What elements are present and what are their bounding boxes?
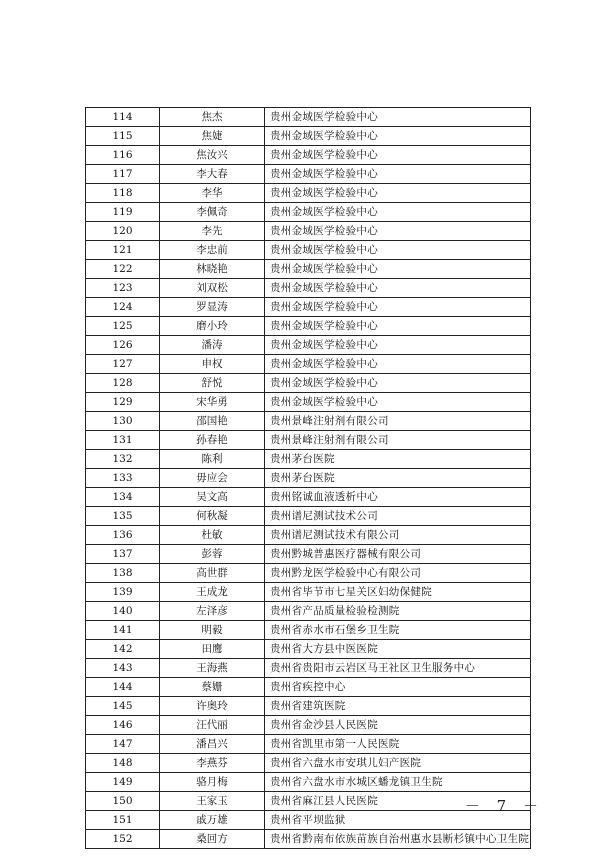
person-name-cell: 李先 — [160, 222, 265, 241]
table-row — [86, 488, 531, 507]
table-row — [86, 830, 531, 849]
person-name-cell: 戚万雄 — [160, 811, 265, 830]
person-name-cell: 林晓艳 — [160, 260, 265, 279]
table-row — [86, 602, 531, 621]
organization-cell: 贵州谱尼测试技术有限公司 — [265, 526, 531, 545]
row-number-cell: 144 — [86, 678, 160, 697]
table-row — [86, 127, 531, 146]
person-name-cell: 宋华勇 — [160, 393, 265, 412]
table-row — [86, 336, 531, 355]
table-row — [86, 659, 531, 678]
page-number: － 7 － — [464, 797, 544, 815]
person-name-cell: 左泽彦 — [160, 602, 265, 621]
row-number-cell: 133 — [86, 469, 160, 488]
organization-cell: 贵州省平坝监狱 — [265, 811, 531, 830]
organization-cell: 贵州金域医学检验中心 — [265, 146, 531, 165]
row-number-cell: 141 — [86, 621, 160, 640]
person-name-cell: 磨小玲 — [160, 317, 265, 336]
table-row — [86, 412, 531, 431]
row-number-cell: 134 — [86, 488, 160, 507]
row-number-cell: 147 — [86, 735, 160, 754]
person-name-cell: 毋应会 — [160, 469, 265, 488]
table-row — [86, 108, 531, 127]
table-row — [86, 184, 531, 203]
person-name-cell: 桑回方 — [160, 830, 265, 849]
row-number-cell: 140 — [86, 602, 160, 621]
person-name-cell: 杜敏 — [160, 526, 265, 545]
row-number-cell: 151 — [86, 811, 160, 830]
table-row — [86, 716, 531, 735]
organization-cell: 贵州金域医学检验中心 — [265, 298, 531, 317]
table-row — [86, 545, 531, 564]
table-row — [86, 165, 531, 184]
organization-cell: 贵州金域医学检验中心 — [265, 317, 531, 336]
table-row — [86, 431, 531, 450]
organization-cell: 贵州省黔南布依族苗族自治州惠水县断杉镇中心卫生院 — [265, 830, 531, 849]
person-name-cell: 潘涛 — [160, 336, 265, 355]
organization-cell: 贵州黔龙医学检验中心有限公司 — [265, 564, 531, 583]
row-number-cell: 124 — [86, 298, 160, 317]
table-row — [86, 811, 531, 830]
row-number-cell: 120 — [86, 222, 160, 241]
row-number-cell: 128 — [86, 374, 160, 393]
person-name-cell: 焦汝兴 — [160, 146, 265, 165]
row-number-cell: 137 — [86, 545, 160, 564]
person-name-cell: 李大春 — [160, 165, 265, 184]
table-row — [86, 469, 531, 488]
organization-cell: 贵州谱尼测试技术公司 — [265, 507, 531, 526]
row-number-cell: 135 — [86, 507, 160, 526]
table-row — [86, 298, 531, 317]
person-name-cell: 孙春艳 — [160, 431, 265, 450]
table-row — [86, 678, 531, 697]
row-number-cell: 146 — [86, 716, 160, 735]
row-number-cell: 138 — [86, 564, 160, 583]
table-row — [86, 507, 531, 526]
row-number-cell: 129 — [86, 393, 160, 412]
table-row — [86, 317, 531, 336]
person-name-cell: 王成龙 — [160, 583, 265, 602]
table-row — [86, 222, 531, 241]
row-number-cell: 145 — [86, 697, 160, 716]
row-number-cell: 127 — [86, 355, 160, 374]
organization-cell: 贵州铭诚血液透析中心 — [265, 488, 531, 507]
organization-cell: 贵州金域医学检验中心 — [265, 241, 531, 260]
row-number-cell: 148 — [86, 754, 160, 773]
organization-cell: 贵州金域医学检验中心 — [265, 203, 531, 222]
organization-cell: 贵州省六盘水市安琪儿妇产医院 — [265, 754, 531, 773]
organization-cell: 贵州省产品质量检验检测院 — [265, 602, 531, 621]
person-name-cell: 王家玉 — [160, 792, 265, 811]
row-number-cell: 119 — [86, 203, 160, 222]
table-row — [86, 735, 531, 754]
organization-cell: 贵州茅台医院 — [265, 469, 531, 488]
row-number-cell: 143 — [86, 659, 160, 678]
row-number-cell: 150 — [86, 792, 160, 811]
organization-cell: 贵州金域医学检验中心 — [265, 184, 531, 203]
person-name-cell: 陈利 — [160, 450, 265, 469]
row-number-cell: 139 — [86, 583, 160, 602]
organization-cell: 贵州省建筑医院 — [265, 697, 531, 716]
row-number-cell: 118 — [86, 184, 160, 203]
row-number-cell: 122 — [86, 260, 160, 279]
organization-cell: 贵州省毕节市七星关区妇幼保健院 — [265, 583, 531, 602]
organization-cell: 贵州金域医学检验中心 — [265, 355, 531, 374]
person-name-cell: 邵国艳 — [160, 412, 265, 431]
row-number-cell: 136 — [86, 526, 160, 545]
table-row — [86, 564, 531, 583]
organization-cell: 贵州金域医学检验中心 — [265, 127, 531, 146]
table-row — [86, 355, 531, 374]
row-number-cell: 116 — [86, 146, 160, 165]
person-name-cell: 舒悦 — [160, 374, 265, 393]
row-number-cell: 123 — [86, 279, 160, 298]
person-name-cell: 李忠前 — [160, 241, 265, 260]
organization-cell: 贵州金域医学检验中心 — [265, 374, 531, 393]
table-row — [86, 279, 531, 298]
person-name-cell: 焦婕 — [160, 127, 265, 146]
row-number-cell: 130 — [86, 412, 160, 431]
organization-cell: 贵州金域医学检验中心 — [265, 336, 531, 355]
person-name-cell: 许奥玲 — [160, 697, 265, 716]
table-row — [86, 203, 531, 222]
organization-cell: 贵州金域医学检验中心 — [265, 393, 531, 412]
organization-cell: 贵州省赤水市石堡乡卫生院 — [265, 621, 531, 640]
organization-cell: 贵州省麻江县人民医院 — [265, 792, 531, 811]
organization-cell: 贵州景峰注射剂有限公司 — [265, 431, 531, 450]
row-number-cell: 121 — [86, 241, 160, 260]
person-name-cell: 潘昌兴 — [160, 735, 265, 754]
person-name-cell: 王海燕 — [160, 659, 265, 678]
organization-cell: 贵州省金沙县人民医院 — [265, 716, 531, 735]
table-row — [86, 583, 531, 602]
person-name-cell: 吴文高 — [160, 488, 265, 507]
table-row — [86, 526, 531, 545]
person-name-cell: 明毅 — [160, 621, 265, 640]
person-name-cell: 申权 — [160, 355, 265, 374]
table-row — [86, 374, 531, 393]
organization-cell: 贵州省六盘水市水城区蟠龙镇卫生院 — [265, 773, 531, 792]
roster-table-body — [86, 108, 531, 849]
person-name-cell: 何秋凝 — [160, 507, 265, 526]
row-number-cell: 142 — [86, 640, 160, 659]
person-name-cell: 蔡姗 — [160, 678, 265, 697]
row-number-cell: 117 — [86, 165, 160, 184]
organization-cell: 贵州黔城普惠医疗器械有限公司 — [265, 545, 531, 564]
roster-table-container — [85, 107, 530, 849]
person-name-cell: 高世群 — [160, 564, 265, 583]
table-row — [86, 393, 531, 412]
person-name-cell: 彭蓉 — [160, 545, 265, 564]
table-row — [86, 241, 531, 260]
organization-cell: 贵州景峰注射剂有限公司 — [265, 412, 531, 431]
row-number-cell: 131 — [86, 431, 160, 450]
row-number-cell: 132 — [86, 450, 160, 469]
organization-cell: 贵州省贵阳市云岩区马王社区卫生服务中心 — [265, 659, 531, 678]
table-row — [86, 621, 531, 640]
organization-cell: 贵州省大方县中医医院 — [265, 640, 531, 659]
row-number-cell: 149 — [86, 773, 160, 792]
person-name-cell: 罗显涛 — [160, 298, 265, 317]
organization-cell: 贵州金域医学检验中心 — [265, 108, 531, 127]
organization-cell: 贵州省疾控中心 — [265, 678, 531, 697]
table-row — [86, 697, 531, 716]
table-row — [86, 450, 531, 469]
row-number-cell: 152 — [86, 830, 160, 849]
roster-table — [85, 107, 531, 849]
organization-cell: 贵州金域医学检验中心 — [265, 279, 531, 298]
table-row — [86, 640, 531, 659]
organization-cell: 贵州金域医学检验中心 — [265, 260, 531, 279]
person-name-cell: 焦杰 — [160, 108, 265, 127]
organization-cell: 贵州茅台医院 — [265, 450, 531, 469]
table-row — [86, 792, 531, 811]
table-row — [86, 260, 531, 279]
person-name-cell: 骆月梅 — [160, 773, 265, 792]
row-number-cell: 114 — [86, 108, 160, 127]
row-number-cell: 126 — [86, 336, 160, 355]
table-row — [86, 773, 531, 792]
row-number-cell: 125 — [86, 317, 160, 336]
person-name-cell: 李燕芬 — [160, 754, 265, 773]
person-name-cell: 李华 — [160, 184, 265, 203]
person-name-cell: 汪代丽 — [160, 716, 265, 735]
person-name-cell: 田鹰 — [160, 640, 265, 659]
organization-cell: 贵州金域医学检验中心 — [265, 165, 531, 184]
table-row — [86, 146, 531, 165]
row-number-cell: 115 — [86, 127, 160, 146]
person-name-cell: 刘双松 — [160, 279, 265, 298]
table-row — [86, 754, 531, 773]
person-name-cell: 李佩奇 — [160, 203, 265, 222]
organization-cell: 贵州省凯里市第一人民医院 — [265, 735, 531, 754]
organization-cell: 贵州金域医学检验中心 — [265, 222, 531, 241]
